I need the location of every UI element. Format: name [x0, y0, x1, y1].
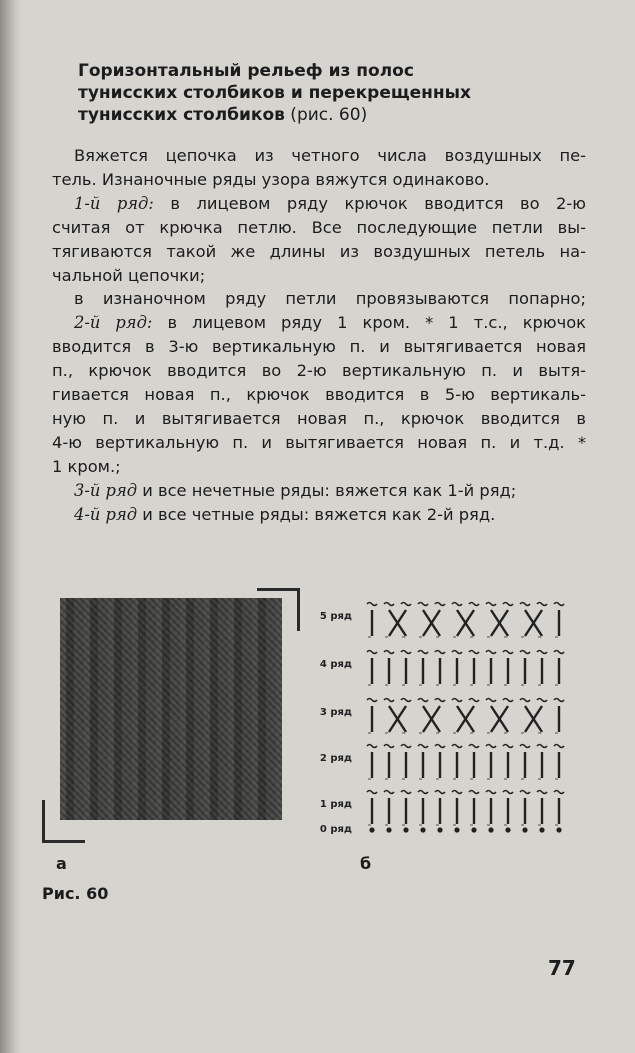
- return-loop-tilde: [486, 745, 496, 748]
- return-loop-tilde: [418, 651, 428, 654]
- text-line: чальной цепочки;: [52, 265, 206, 285]
- return-loop-tilde: [520, 603, 530, 606]
- return-loop-tilde: [537, 603, 547, 606]
- return-loop-tilde: [486, 699, 496, 702]
- chain-stitch-dot: [505, 827, 510, 832]
- return-loop-tilde: [503, 603, 513, 606]
- row-label: 4 ряд: [319, 659, 352, 670]
- row-label: 3 ряд: [319, 707, 352, 718]
- chain-stitch-dot: [488, 827, 493, 832]
- chain-stitch-dot: [522, 827, 527, 832]
- row-label: 5 ряд: [319, 611, 352, 622]
- chain-stitch-dot: [420, 827, 425, 832]
- return-loop-tilde: [367, 651, 377, 654]
- stitch-diagram: [308, 588, 598, 848]
- return-loop-tilde: [418, 791, 428, 794]
- chain-stitch-dot: [386, 827, 391, 832]
- return-loop-tilde: [435, 745, 445, 748]
- text-line: тягиваются такой же длины из воздушных петель на-: [52, 241, 586, 261]
- page-binding-shadow: [0, 0, 22, 1053]
- return-loop-tilde: [367, 603, 377, 606]
- return-loop-tilde: [554, 651, 564, 654]
- row-term: 4-й ряд: [74, 504, 138, 524]
- return-loop-tilde: [418, 745, 428, 748]
- return-loop-tilde: [520, 745, 530, 748]
- row-label: 2 ряд: [319, 753, 352, 764]
- return-loop-tilde: [469, 651, 479, 654]
- return-loop-tilde: [469, 745, 479, 748]
- return-loop-tilde: [418, 603, 428, 606]
- return-loop-tilde: [452, 651, 462, 654]
- return-loop-tilde: [486, 791, 496, 794]
- return-loop-tilde: [384, 699, 394, 702]
- return-loop-tilde: [435, 651, 445, 654]
- text-line: [52, 192, 586, 216]
- row-term: 2-й ряд:: [74, 313, 153, 333]
- return-loop-tilde: [367, 699, 377, 702]
- page-number: 77: [548, 956, 576, 980]
- return-loop-tilde: [520, 699, 530, 702]
- text-line: [52, 479, 586, 503]
- chain-stitch-dot: [437, 827, 442, 832]
- return-loop-tilde: [452, 699, 462, 702]
- text-line: гивается новая п., крючок вводится в 5-ю вертикаль-: [52, 385, 586, 405]
- return-loop-tilde: [520, 651, 530, 654]
- return-loop-tilde: [367, 791, 377, 794]
- return-loop-tilde: [537, 745, 547, 748]
- return-loop-tilde: [384, 603, 394, 606]
- chain-stitch-dot: [471, 827, 476, 832]
- return-loop-tilde: [503, 791, 513, 794]
- knit-sample-photo: [60, 598, 282, 820]
- row-term: 3-й ряд: [74, 480, 138, 500]
- heading-line-3-text: тунисских столбиков: [78, 105, 285, 125]
- return-loop-tilde: [435, 603, 445, 606]
- chain-stitch-dot: [403, 827, 408, 832]
- return-loop-tilde: [486, 651, 496, 654]
- text-line: считая от крючка петлю. Все последующие петли вы-: [52, 217, 586, 237]
- text-line: в изнаночном ряду петли провязываются попарно;: [74, 289, 586, 309]
- text-line: [52, 503, 586, 527]
- return-loop-tilde: [384, 651, 394, 654]
- return-loop-tilde: [367, 745, 377, 748]
- figure-label-a: а: [56, 854, 67, 873]
- text-line: вводится в 3-ю вертикальную п. и вытягивается новая: [52, 337, 586, 357]
- return-loop-tilde: [503, 699, 513, 702]
- return-loop-tilde: [469, 699, 479, 702]
- return-loop-tilde: [537, 699, 547, 702]
- return-loop-tilde: [554, 603, 564, 606]
- heading-line-3: [78, 104, 548, 126]
- chain-stitch-dot: [454, 827, 459, 832]
- return-loop-tilde: [401, 699, 411, 702]
- return-loop-tilde: [401, 745, 411, 748]
- text-line: Вяжется цепочка из четного числа воздушных пе-: [74, 146, 586, 165]
- return-loop-tilde: [384, 745, 394, 748]
- return-loop-tilde: [384, 791, 394, 794]
- return-loop-tilde: [503, 651, 513, 654]
- figure-label-b: б: [360, 854, 372, 873]
- text-line: 4-ю вертикальную п. и вытягивается новая п. и т.д. *: [52, 432, 586, 452]
- text-line: п., крючок вводится во 2-ю вертикальную п. и вытя-: [52, 361, 586, 381]
- return-loop-tilde: [401, 791, 411, 794]
- heading-line-2: тунисских столбиков и перекрещенных: [78, 83, 472, 103]
- return-loop-tilde: [520, 791, 530, 794]
- return-loop-tilde: [452, 603, 462, 606]
- knit-sample-photo-frame: [42, 588, 300, 843]
- row-label: 0 ряд: [319, 824, 352, 835]
- chain-stitch-dot: [539, 827, 544, 832]
- row-label: 1 ряд: [319, 799, 352, 810]
- return-loop-tilde: [503, 745, 513, 748]
- return-loop-tilde: [401, 603, 411, 606]
- figure-caption: Рис. 60: [42, 884, 109, 903]
- return-loop-tilde: [469, 603, 479, 606]
- return-loop-tilde: [537, 791, 547, 794]
- text-line: ную п. и вытягивается новая п., крючок вводится в: [52, 408, 586, 428]
- section-heading: [78, 60, 548, 126]
- text-line: тель. Изнаночные ряды узора вяжутся одинаково.: [52, 169, 490, 189]
- return-loop-tilde: [486, 603, 496, 606]
- text-fragment: в лицевом ряду 1 кром. * 1 т.с., крючок: [152, 313, 586, 333]
- return-loop-tilde: [554, 791, 564, 794]
- text-fragment: в лицевом ряду крючок вводится во 2-ю: [153, 193, 587, 213]
- return-loop-tilde: [452, 745, 462, 748]
- text-fragment: и все нечетные ряды: вяжется как 1-й ряд;: [137, 480, 517, 500]
- row-term: 1-й ряд:: [74, 193, 154, 213]
- return-loop-tilde: [418, 699, 428, 702]
- return-loop-tilde: [452, 791, 462, 794]
- return-loop-tilde: [537, 651, 547, 654]
- return-loop-tilde: [435, 791, 445, 794]
- return-loop-tilde: [435, 699, 445, 702]
- body-text: [52, 144, 586, 527]
- return-loop-tilde: [554, 699, 564, 702]
- chain-stitch-dot: [369, 827, 374, 832]
- return-loop-tilde: [401, 651, 411, 654]
- text-fragment: и все четные ряды: вяжется как 2-й ряд.: [137, 504, 496, 524]
- heading-line-1: Горизонтальный рельеф из полос: [78, 61, 414, 81]
- text-line: 1 кром.;: [52, 456, 121, 476]
- return-loop-tilde: [554, 745, 564, 748]
- text-line: [52, 311, 586, 335]
- figure-reference: (рис. 60): [284, 105, 368, 125]
- return-loop-tilde: [469, 791, 479, 794]
- chain-stitch-dot: [556, 827, 561, 832]
